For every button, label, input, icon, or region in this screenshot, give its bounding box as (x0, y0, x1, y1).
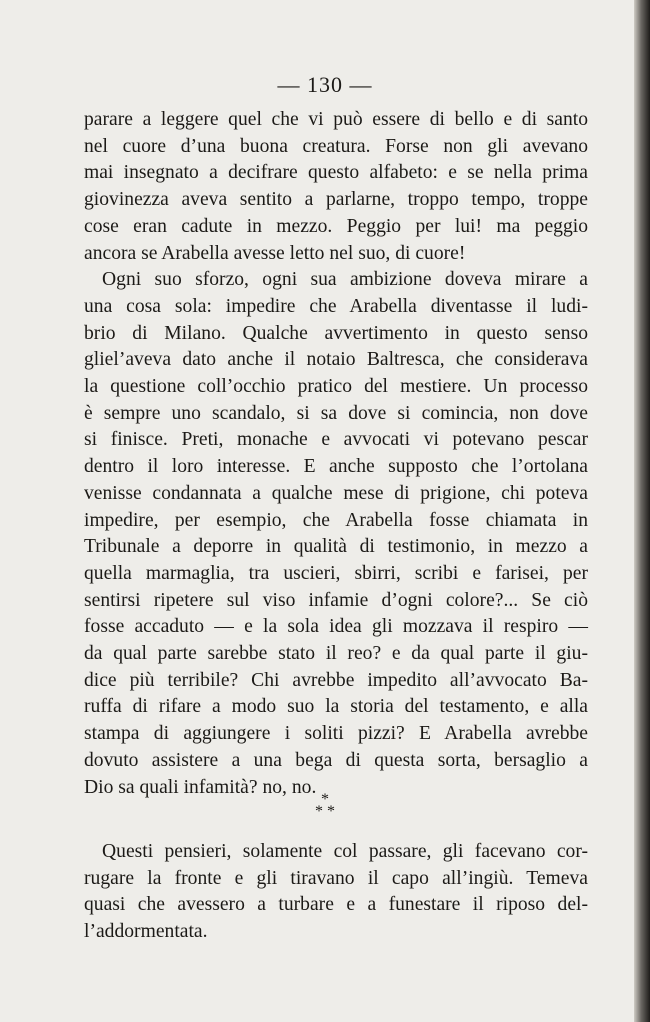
text-line: l’addormentata. (84, 921, 208, 943)
text-line: quasi che avessero a turbare e a funestare il riposo del- (84, 894, 588, 916)
text-line: sentirsi ripetere sul viso infamie d’ogni colore?... Se ciò (84, 589, 588, 611)
text-line: è sempre uno scandalo, si sa dove si comincia, non dove (84, 402, 588, 424)
text-line: brio di Milano. Qualche avvertimento in questo senso (84, 322, 588, 344)
page-binding-shadow (634, 0, 650, 1022)
asterism-bottom: * * (315, 803, 335, 820)
section-break-asterism (0, 791, 650, 820)
text-line: giovinezza aveva sentito a parlarne, troppo tempo, troppe (84, 189, 588, 211)
text-line: stampa di aggiungere i soliti pizzi? E Arabella avrebbe (84, 723, 588, 745)
text-line: dentro il loro interesse. E anche supposto che l’ortolana (84, 456, 588, 478)
text-line: ancora se Arabella avesse letto nel suo, di cuore! (84, 242, 466, 264)
text-line: Tribunale a deporre in qualità di testimonio, in mezzo a (84, 536, 588, 558)
text-line: parare a leggere quel che vi può essere di bello e di santo (84, 109, 588, 130)
text-line: Dio sa quali infamità? no, no. (84, 776, 317, 798)
text-line: dice più terribile? Chi avrebbe impedito all’avvocato Ba- (84, 669, 588, 691)
text-line: impedire, per esempio, che Arabella fosse chiamata in (84, 509, 588, 531)
text-line: fosse accaduto — e la sola idea gli mozzava il respiro — (84, 616, 588, 638)
page-number: — 130 — (277, 72, 373, 97)
text-line: rugare la fronte e gli tiravano il capo all’ingiù. Temeva (84, 867, 588, 889)
text-line: la questione coll’occhio pratico del mestiere. Un processo (84, 376, 588, 398)
text-line: Ogni suo sforzo, ogni sua ambizione doveva mirare a (102, 269, 588, 291)
text-line: mai insegnato a decifrare questo alfabeto: e se nella prima (84, 162, 588, 184)
text-line: dovuto assistere a una bega di questa sorta, bersaglio a (84, 749, 588, 771)
closing-text-block (84, 839, 588, 946)
text-line: venisse condannata a qualche mese di prigione, chi poteva (84, 482, 588, 504)
text-line: una cosa sola: impedire che Arabella diventasse il ludi- (84, 295, 588, 317)
text-line: gliel’aveva dato anche il notaio Baltresca, che considerava (84, 349, 588, 371)
asterism-top: * (321, 791, 329, 808)
main-text-block (84, 107, 588, 801)
text-line: Questi pensieri, solamente col passare, gli facevano cor- (102, 841, 588, 862)
text-line: si finisce. Preti, monache e avvocati vi potevano pescar (84, 429, 588, 451)
text-line: nel cuore d’una buona creatura. Forse non gli avevano (84, 135, 588, 157)
text-line: ruffa di rifare a modo suo la storia del testamento, e alla (84, 696, 588, 718)
text-line: cose eran cadute in mezzo. Peggio per lui! ma peggio (84, 215, 588, 237)
text-line: quella marmaglia, tra uscieri, sbirri, scribi e farisei, per (84, 562, 588, 584)
text-line: da qual parte sarebbe stato il reo? e da qual parte il giu- (84, 643, 588, 665)
